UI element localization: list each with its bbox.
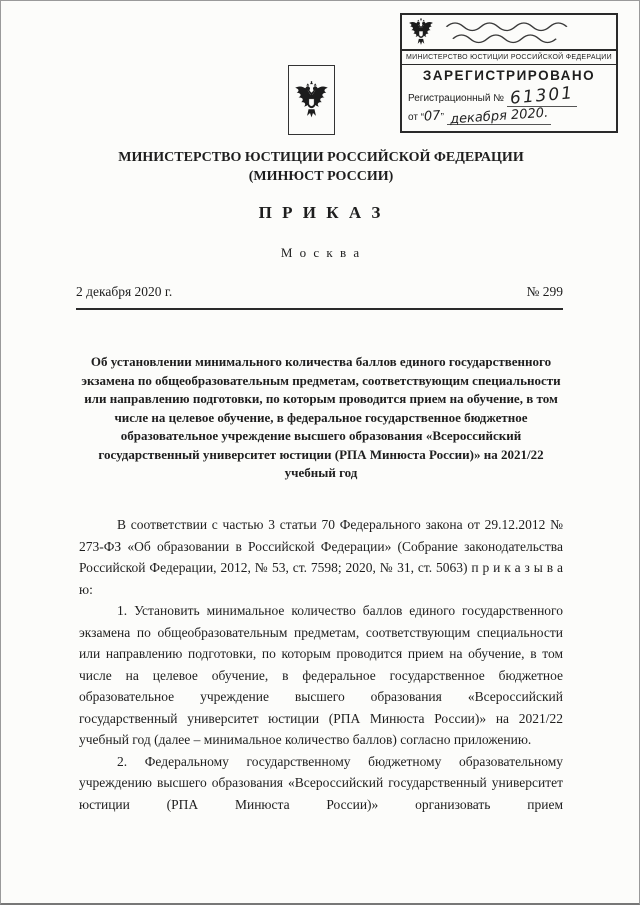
date-month-year-value: декабря 2020. (449, 105, 549, 128)
paragraph-preamble: В соответствии с частью 3 статьи 70 Федерального закона от 29.12.2012 № 273-ФЗ «Об образовании в Российской Федерации» (Собрание законодательства Российской Федерации, 2012, № 53, ст. 7598; 2020, № 31, ст. 5063) п р и к а з ы в а ю: (79, 517, 563, 597)
ministry-title (1, 148, 640, 186)
registration-stamp (400, 13, 618, 133)
subject-heading: Об установлении минимального количества баллов единого государственного экзамена по общеобразовательным предметам, соответствующим специальности или направлению подготовки, по которым проводится прием на обучение, в том числе на целевое обучение, в федеральное государственное бюджетное образовательное учреждение высшего образования «Всероссийский государственный университет юстиции (РПА Минюста России)» на 2021/22 учебный год (81, 354, 561, 480)
document-number: № 299 (526, 284, 563, 299)
stamp-registered-label: ЗАРЕГИСТРИРОВАНО (422, 68, 596, 83)
stamp-header-row (402, 15, 616, 51)
ministry-title-line1: МИНИСТЕРСТВО ЮСТИЦИИ РОССИЙСКОЙ ФЕДЕРАЦИИ (118, 150, 524, 165)
coat-of-arms-box (288, 65, 335, 135)
date-day-value: 07 (423, 108, 442, 125)
reg-number-value: 61301 (508, 83, 575, 109)
date-close-quote: ” (440, 112, 444, 123)
date-prefix: от “ (408, 112, 425, 123)
city-label: М о с к в а (280, 245, 362, 260)
date-number-row (76, 284, 563, 310)
paragraph-item-2: 2. Федеральному государственному бюджетному образовательному учреждению высшего образования «Всероссийский государственный университет юстиции (РПА Минюста России)» организовать прием (79, 753, 563, 812)
stamp-date-row (402, 107, 616, 131)
ministry-title-line2: (МИНЮСТ РОССИИ) (248, 169, 394, 184)
paragraph-item-1: 1. Установить минимальное количество баллов единого государственного экзамена по общеобразовательным предметам, соответствующим специальности или направлению подготовки, по которым проводится прием на обучение, в том числе на целевое обучение, в федеральное государственное бюджетное образовательное учреждение высшего образования «Всероссийский государственный университет юстиции (РПА Минюста России)» на 2021/22 учебный год (далее – минимальное количество баллов) согласно приложению. (79, 603, 563, 747)
coat-of-arms-icon (293, 69, 330, 131)
reg-number-blank (507, 83, 577, 109)
date-blank (447, 105, 551, 128)
reg-number-label: Регистрационный № (408, 93, 504, 104)
stamp-registration-number-row (402, 85, 616, 107)
stamp-ministry-line: МИНИСТЕРСТВО ЮСТИЦИИ РОССИЙСКОЙ ФЕДЕРАЦИИ (402, 51, 616, 65)
handwriting-marks-icon (440, 17, 612, 47)
coat-of-arms-icon (406, 17, 436, 47)
document-date: 2 декабря 2020 г. (76, 284, 173, 299)
document-type-title: П Р И К А З (258, 203, 384, 222)
body-text (79, 514, 563, 815)
